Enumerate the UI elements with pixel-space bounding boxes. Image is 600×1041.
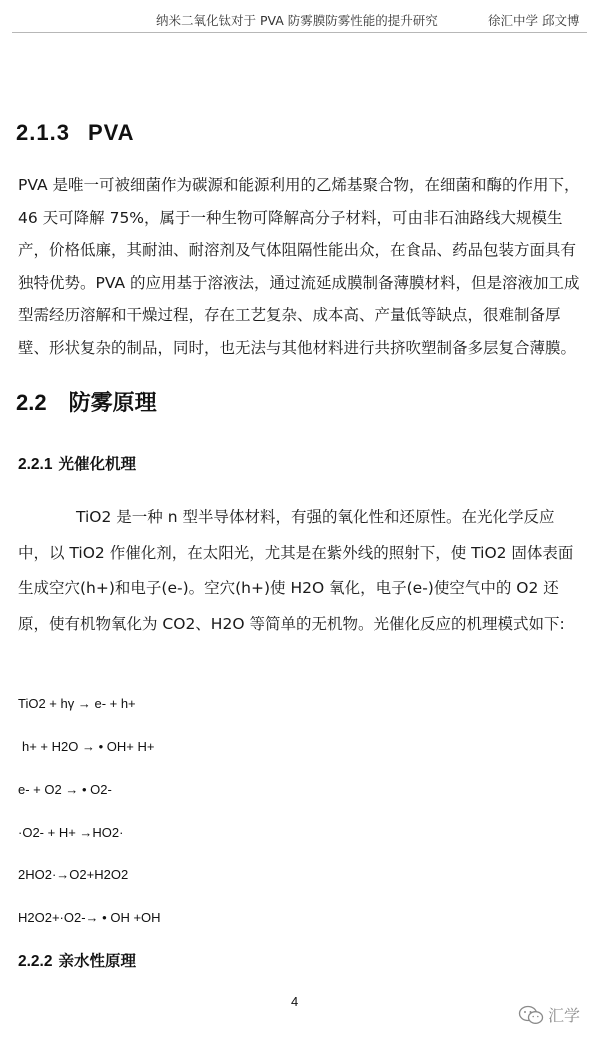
section-title: 亲水性原理 (58, 953, 136, 970)
section-2-2-heading (16, 386, 157, 417)
section-number: 2.1.3 (16, 120, 70, 145)
watermark (518, 1003, 580, 1026)
equation-5: 2HO2·→O2+H2O2 (18, 867, 129, 882)
section-title: 光催化机理 (58, 456, 136, 473)
equation-4: ·O2- + H+ →HO2· (18, 825, 124, 840)
pva-paragraph: PVA 是唯一可被细菌作为碳源和能源利用的乙烯基聚合物，在细菌和酶的作用下，46 天可降解 75%，属于一种生物可降解高分子材料，可由非石油路线大规模生产，价格低廉，其耐油、耐溶剂及气体阻隔性能出众，在食品、药品包装方面具有独特优势。PVA 的应用基于溶液法，通过流延成膜制备薄膜材料，但是溶液加工成型需经历溶解和干燥过程，存在工艺复杂、成本高、产量低等缺点，很难制备厚壁、形状复杂的制品，同时，也无法与其他材料进行共挤吹塑制备多层复合薄膜。 (18, 176, 580, 357)
section-number: 2.2.1 (18, 456, 53, 473)
watermark-text: 汇学 (548, 1006, 581, 1025)
header-divider (12, 32, 587, 33)
equation-1: TiO2 + hγ → e- + h+ (18, 696, 136, 711)
equation-6: H2O2+·O2-→ • OH +OH (18, 910, 161, 925)
section-title: PVA (87, 120, 135, 145)
header-title: 纳米二氧化钛对于 PVA 防雾膜防雾性能的提升研究 (156, 13, 438, 28)
section-number: 2.2.2 (18, 953, 53, 970)
wechat-icon (518, 1005, 544, 1025)
section-2-2-1-heading (18, 452, 136, 474)
page-number: 4 (291, 994, 299, 1009)
section-2-2-2-heading (18, 949, 136, 971)
equation-2: h+ + H2O → • OH+ H+ (22, 739, 155, 754)
section-number: 2.2 (16, 390, 47, 415)
photocatalysis-paragraph: TiO2 是一种 n 型半导体材料，有强的氧化性和还原性。在光化学反应中，以 TiO2 作催化剂，在太阳光，尤其是在紫外线的照射下，使 TiO2 固体表面生成空穴(h+)和电子(e-)。空穴(h+)使 H2O 氧化，电子(e-)使空气中的 O2 还原，使有机物氧化为 CO2、H2O 等简单的无机物。光催化反应的机理模式如下: (18, 508, 574, 633)
section-2-1-3-heading (16, 120, 135, 146)
section-title: 防雾原理 (68, 390, 157, 415)
page-header (0, 8, 600, 32)
equation-3: e- + O2 → • O2- (18, 782, 112, 797)
header-author: 徐汇中学 邱文博 (488, 13, 580, 28)
